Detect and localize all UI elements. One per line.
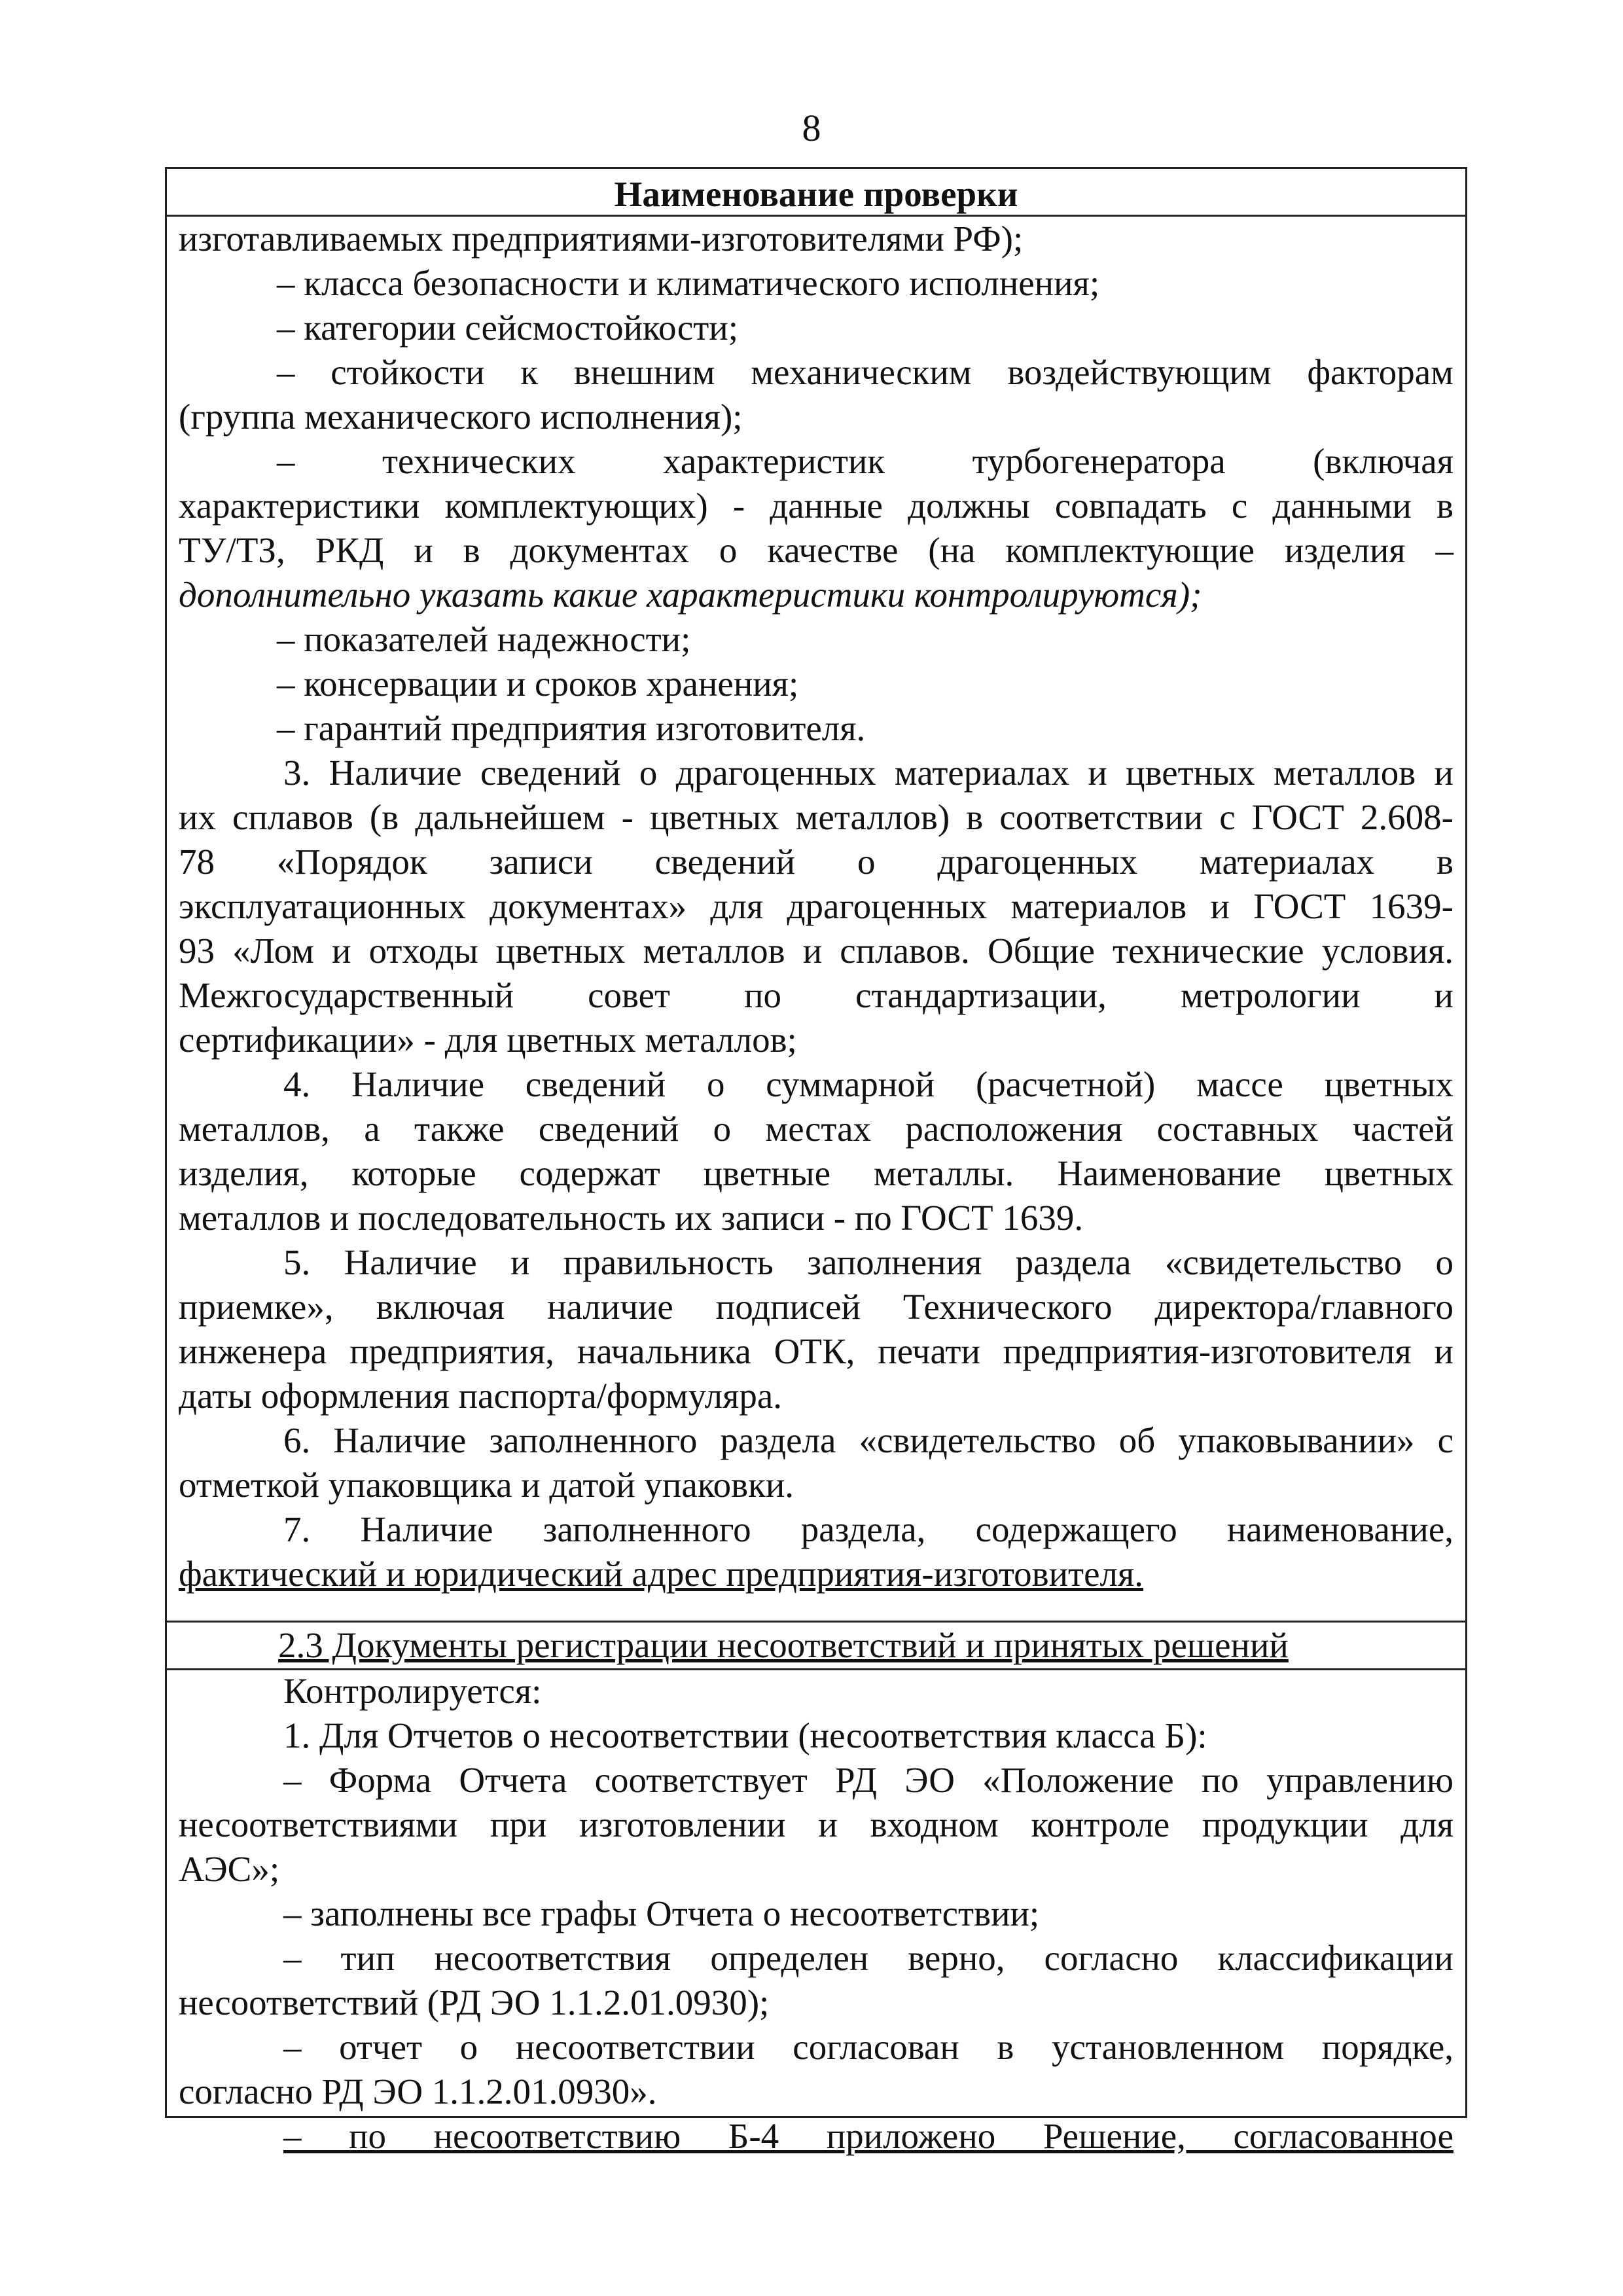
- text-line: характеристики комплектующих) - данные должны совпадать с данными в: [179, 486, 1454, 526]
- section-header-nonconformity: [167, 1621, 1465, 1670]
- text-line: – консервации и сроков хранения;: [277, 664, 799, 704]
- text-line: ТУ/ТЗ, РКД и в документах о качестве (на комплектующие изделия –: [179, 530, 1454, 570]
- text-line: изготавливаемых предприятиями-изготовителями РФ);: [179, 219, 1024, 259]
- text-line: Контролируется:: [283, 1671, 542, 1711]
- text-line: – Форма Отчета соответствует РД ЭО «Положение по управлению: [283, 1760, 1454, 1800]
- text-line: – заполнены все графы Отчета о несоответствии;: [283, 1893, 1040, 1933]
- text-line: 1. Для Отчетов о несоответствии (несоответствия класса Б):: [283, 1715, 1207, 1755]
- text-line: – категории сейсмостойкости;: [277, 308, 739, 348]
- section-body-documents: [179, 217, 1454, 1596]
- text-line: – стойкости к внешним механическим воздействующим факторам: [277, 352, 1454, 392]
- text-line: Межгосударственный совет по стандартизации, метрологии и: [179, 975, 1454, 1015]
- text-line: 7. Наличие заполненного раздела, содержащего наименование,: [283, 1509, 1454, 1549]
- page-number: 8: [802, 107, 821, 149]
- text-line: их сплавов (в дальнейшем - цветных металлов) в соответствии с ГОСТ 2.608-: [179, 797, 1454, 837]
- text-line: – гарантий предприятия изготовителя.: [277, 708, 866, 748]
- text-line: – технических характеристик турбогенератора (включая: [277, 441, 1454, 481]
- text-line: 78 «Порядок записи сведений о драгоценных материалах в: [179, 842, 1454, 882]
- section-body-nonconformity: [179, 1669, 1454, 2159]
- text-line: согласно РД ЭО 1.1.2.01.0930».: [179, 2072, 657, 2111]
- text-line: (группа механического исполнения);: [179, 397, 743, 437]
- text-line: эксплуатационных документах» для драгоценных материалов и ГОСТ 1639-: [179, 886, 1454, 926]
- text-line: металлов, а также сведений о местах расположения составных частей: [179, 1109, 1454, 1149]
- underlined-text: фактический и юридический адрес предприятия-изготовителя.: [179, 1554, 1143, 1594]
- text-line: 3. Наличие сведений о драгоценных материалах и цветных металлов и: [283, 753, 1454, 793]
- text-line: – класса безопасности и климатического исполнения;: [277, 263, 1100, 303]
- text-line: [179, 2114, 1454, 2159]
- text-line: даты оформления паспорта/формуляра.: [179, 1376, 783, 1416]
- text-line: [179, 1552, 1454, 1596]
- underlined-text: – по несоответствию Б-4 приложено Решение, согласованное: [283, 2116, 1454, 2156]
- text-line: – отчет о несоответствии согласован в установленном порядке,: [283, 2027, 1454, 2067]
- text-line: – тип несоответствия определен верно, согласно классификации: [283, 1938, 1454, 1978]
- text-line: 4. Наличие сведений о суммарной (расчетной) массе цветных: [283, 1064, 1454, 1104]
- text-line: несоответствий (РД ЭО 1.1.2.01.0930);: [179, 1982, 770, 2022]
- text-line: 93 «Лом и отходы цветных металлов и сплавов. Общие технические условия.: [179, 931, 1454, 971]
- text-line: отметкой упаковщика и датой упаковки.: [179, 1465, 794, 1505]
- text-line: несоответствиями при изготовлении и входном контроле продукции для: [179, 1804, 1454, 1844]
- text-line: 5. Наличие и правильность заполнения раздела «свидетельство о: [283, 1242, 1454, 1282]
- text-line: 6. Наличие заполненного раздела «свидетельство об упаковывании» с: [283, 1420, 1454, 1460]
- text-line: АЭС»;: [179, 1849, 280, 1889]
- checks-table: [165, 167, 1467, 2156]
- text-line: инженера предприятия, начальника ОТК, печати предприятия-изготовителя и: [179, 1331, 1454, 1371]
- text-line: изделия, которые содержат цветные металлы. Наименование цветных: [179, 1153, 1454, 1193]
- section-title: 2.3 Документы регистрации несоответствий и принятых решений: [278, 1625, 1289, 1665]
- text-line: приемке», включая наличие подписей Технического директора/главного: [179, 1287, 1454, 1327]
- table-header: Наименование проверки: [167, 169, 1465, 217]
- text-line: сертификации» - для цветных металлов;: [179, 1020, 797, 1060]
- text-line: металлов и последовательность их записи - по ГОСТ 1639.: [179, 1198, 1084, 1238]
- text-line-italic: [179, 573, 1454, 617]
- text-line: – показателей надежности;: [277, 619, 691, 659]
- italic-note: дополнительно указать какие характеристики контролируются);: [179, 575, 1202, 615]
